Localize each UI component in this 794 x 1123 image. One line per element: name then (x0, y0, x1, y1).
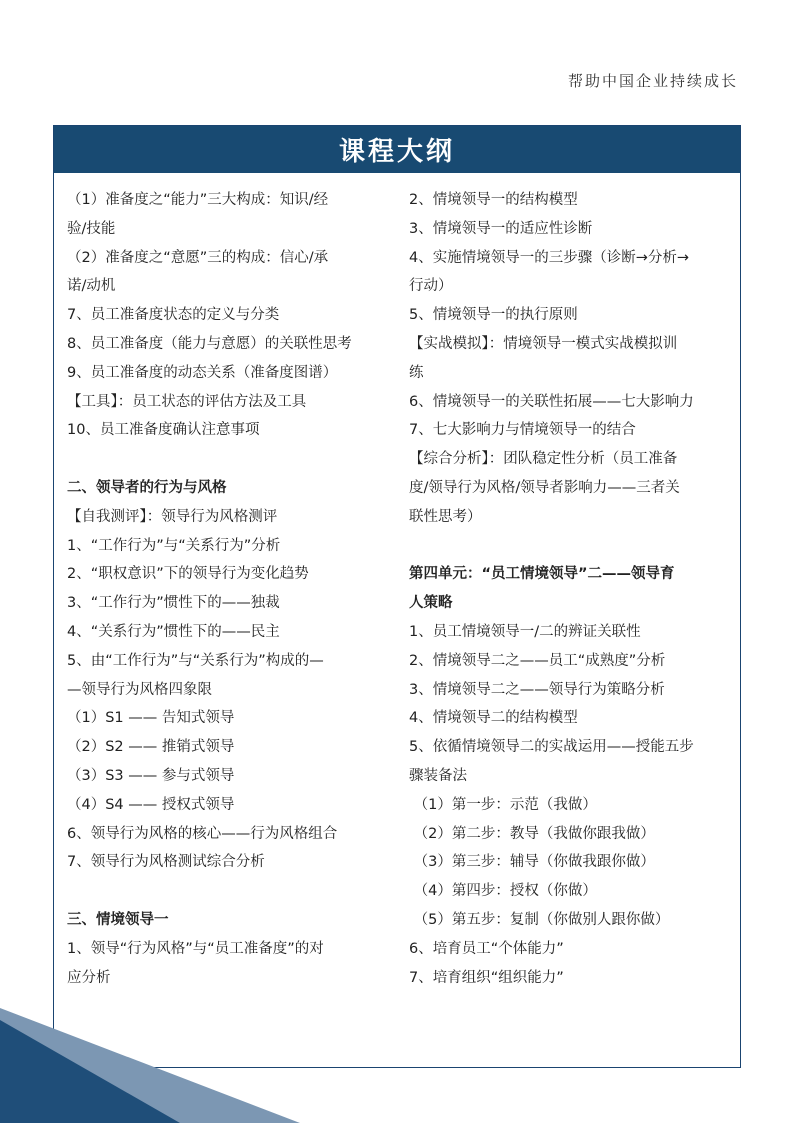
outline-line: 【实战模拟】：情境领导一模式实战模拟训 (409, 335, 678, 352)
outline-line: 1、“工作行为”与“关系行为”分析 (67, 537, 281, 554)
outline-line: 应分析 (67, 969, 111, 986)
outline-line: （1）准备度之“能力”三大构成：知识/经 (67, 192, 329, 208)
outline-line: 8、员工准备度（能力与意愿）的关联性思考 (67, 335, 352, 352)
outline-line: 行动） (409, 278, 453, 295)
outline-line: 3、情境领导一的适应性诊断 (409, 220, 593, 237)
outline-line: 2、“职权意识”下的领导行为变化趋势 (67, 566, 309, 583)
outline-line: 5、由“工作行为”与“关系行为”构成的— (67, 652, 324, 669)
outline-line: 3、“工作行为”惯性下的——独裁 (67, 595, 280, 612)
outline-line: 4、实施情境领导一的三步骤（诊断→分析→ (409, 249, 690, 266)
outline-line: （4）第四步：授权（你做） (409, 883, 597, 900)
outline-line: 10、员工准备度确认注意事项 (67, 422, 260, 439)
outline-line: 9、员工准备度的动态关系（准备度图谱） (67, 364, 338, 381)
outline-line: 4、“关系行为”惯性下的——民主 (67, 623, 280, 640)
outline-line: 5、情境领导一的执行原则 (409, 307, 578, 324)
outline-line: 7、领导行为风格测试综合分析 (67, 854, 265, 871)
outline-line: 练 (409, 364, 424, 381)
outline-spacer (409, 532, 729, 561)
outline-line: 骤装备法 (409, 767, 467, 784)
course-outline-title: 课程大纲 (54, 126, 740, 173)
outline-line: 6、培育员工“个体能力” (409, 940, 564, 957)
outline-left-column (67, 186, 387, 992)
outline-line: 度/领导行为风格/领导者影响力——三者关 (409, 479, 680, 496)
outline-line: （2）准备度之“意愿”三的构成：信心/承 (67, 249, 329, 266)
outline-line: 7、培育组织“组织能力” (409, 969, 564, 986)
outline-line: （2）第二步：教导（我做你跟我做） (409, 825, 655, 842)
outline-line: 5、依循情境领导二的实战运用——授能五步 (409, 739, 694, 756)
outline-line: 【工具】：员工状态的评估方法及工具 (67, 393, 307, 410)
outline-spacer (67, 877, 387, 906)
company-tagline: 帮助中国企业持续成长 (567, 72, 738, 90)
outline-line: 6、领导行为风格的核心——行为风格组合 (67, 825, 338, 842)
outline-line: —领导行为风格四象限 (67, 681, 212, 698)
corner-decoration (0, 1008, 300, 1123)
outline-line: 【综合分析】：团队稳定性分析（员工准备 (409, 451, 678, 468)
outline-line: 2、情境领导一的结构模型 (409, 192, 578, 208)
outline-line: （5）第五步：复制（你做别人跟你做） (409, 911, 670, 928)
outline-line: （4）S4 —— 授权式领导 (67, 796, 235, 813)
outline-line: 第四单元：“员工情境领导”二——领导育 (409, 566, 675, 583)
outline-line: 验/技能 (67, 220, 116, 237)
outline-right-column (409, 186, 729, 992)
outline-line: 联性思考） (409, 508, 482, 525)
outline-line: 7、员工准备度状态的定义与分类 (67, 307, 280, 324)
outline-line: 3、情境领导二之——领导行为策略分析 (409, 681, 665, 698)
outline-line: （1）第一步：示范（我做） (409, 796, 597, 813)
outline-spacer (67, 445, 387, 474)
outline-line: （1）S1 —— 告知式领导 (67, 710, 235, 727)
outline-line: 4、情境领导二的结构模型 (409, 710, 578, 727)
outline-line: 1、员工情境领导一/二的辨证关联性 (409, 623, 641, 640)
outline-line: 人策略 (409, 595, 453, 612)
outline-line: 2、情境领导二之——员工“成熟度”分析 (409, 652, 666, 669)
outline-line: 1、领导“行为风格”与“员工准备度”的对 (67, 940, 324, 957)
outline-line: （3）第三步：辅导（你做我跟你做） (409, 854, 655, 871)
outline-line: 三、情境领导一 (67, 911, 169, 928)
outline-line: （2）S2 —— 推销式领导 (67, 739, 235, 756)
outline-line: 诺/动机 (67, 278, 116, 295)
outline-line: （3）S3 —— 参与式领导 (67, 767, 235, 784)
outline-line: 6、情境领导一的关联性拓展——七大影响力 (409, 393, 694, 410)
outline-line: 【自我测评】：领导行为风格测评 (67, 508, 278, 525)
outline-line: 二、领导者的行为与风格 (67, 479, 227, 496)
outline-line: 7、七大影响力与情境领导一的结合 (409, 422, 636, 439)
